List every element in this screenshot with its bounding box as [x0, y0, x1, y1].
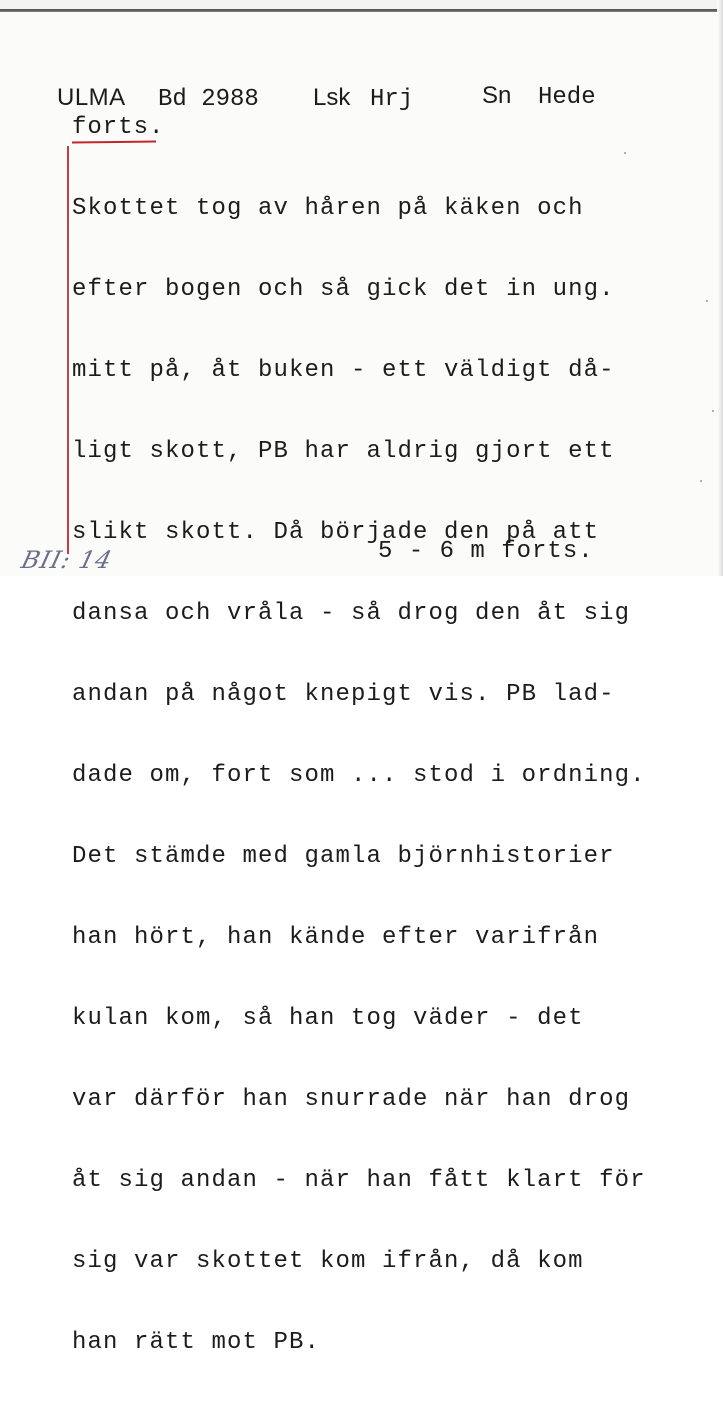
- body-line: han hört, han kände efter varifrån: [72, 924, 600, 951]
- continuation-marker: forts.: [72, 114, 165, 141]
- body-line: Skottet tog av håren på käken och: [72, 195, 584, 222]
- sn-value: Hede: [538, 84, 596, 111]
- body-line: Det stämde med gamla björnhistorier: [72, 843, 615, 870]
- paper-speck: [712, 410, 714, 412]
- body-line: slikt skott. Då började den på att: [72, 519, 600, 546]
- body-line: han rätt mot PB.: [72, 1329, 321, 1356]
- paper-speck: [624, 152, 626, 154]
- paper-speck: [700, 480, 702, 482]
- card-top-strip: [0, 0, 723, 9]
- card-right-edge: [717, 0, 723, 576]
- body-line: efter bogen och så gick det in ung.: [72, 276, 615, 303]
- body-text: [72, 141, 646, 1410]
- body-line: sig var skottet kom ifrån, då kom: [72, 1248, 584, 1275]
- body-line: kulan kom, så han tog väder - det: [72, 1005, 584, 1032]
- body-line: andan på något knepigt vis. PB lad-: [72, 681, 615, 708]
- footer-continuation: 5 - 6 m forts.: [378, 538, 594, 565]
- archive-code: ULMA: [57, 84, 126, 111]
- sn-label: Sn: [482, 82, 512, 109]
- body-line: dade om, fort som ... stod i ordning.: [72, 762, 646, 789]
- handwritten-note: BII: 14: [18, 546, 116, 574]
- body-line: ligt skott, PB har aldrig gjort ett: [72, 438, 615, 465]
- card-top-rule: [0, 9, 723, 12]
- lsk-label: Lsk: [313, 84, 351, 111]
- body-line: var därför han snurrade när han drog: [72, 1086, 631, 1113]
- body-line: mitt på, åt buken - ett väldigt då-: [72, 357, 615, 384]
- lsk-value: Hrj: [370, 86, 414, 113]
- body-line: dansa och vråla - så drog den åt sig: [72, 600, 631, 627]
- paper-speck: [706, 300, 708, 302]
- bd-number: Bd 2988: [158, 86, 259, 113]
- body-line: åt sig andan - när han fått klart för: [72, 1167, 646, 1194]
- margin-rule: [67, 146, 69, 554]
